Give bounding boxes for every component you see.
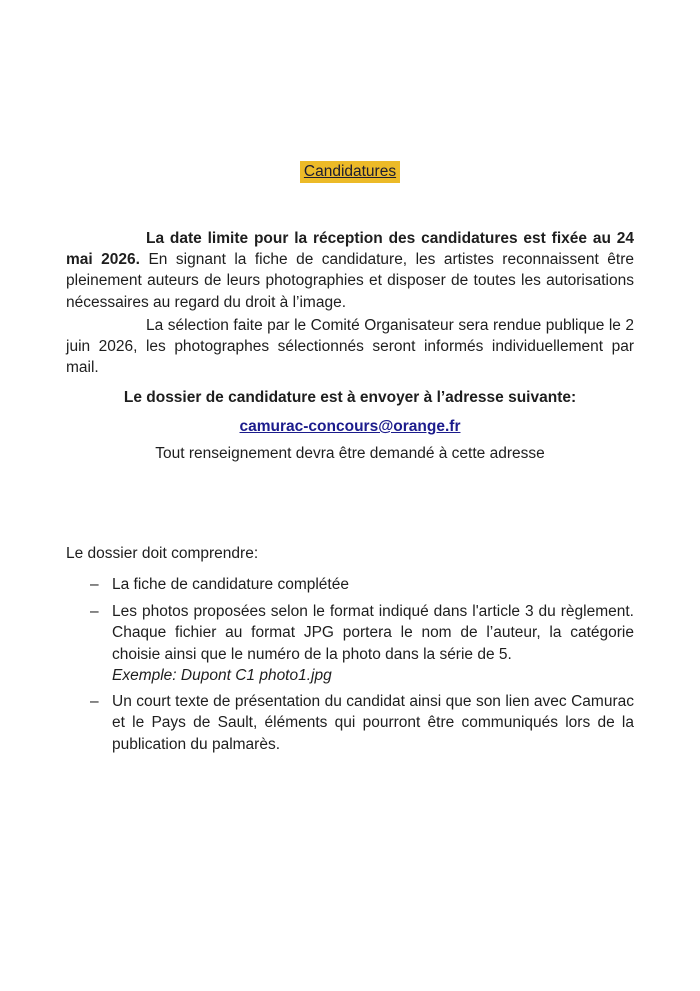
email-note: Tout renseignement devra être demandé à cette adresse [155,445,545,462]
filename-example: Exemple: Dupont C1 photo1.jpg [112,667,332,684]
bullet-dash: – [90,576,99,593]
list-item-text: Un court texte de présentation du candidat ainsi que son lien avec Camurac et le Pays de Sault, éléments qui pourront être communiqués lors de la publication du palmarès. [112,693,634,753]
list-item-photos [90,601,634,665]
list-item-presentation [90,691,634,755]
bullet-dash: – [90,603,99,620]
list-item-fiche [90,574,634,595]
list-item-text: La fiche de candidature complétée [112,576,349,593]
deadline-rest-text: En signant la fiche de candidature, les artistes reconnaissent être pleinement auteurs de leurs photographies et disposer de toutes les autorisations nécessaires au regard du droit à l’image. [66,250,634,311]
title-row [0,161,700,182]
email-row [0,416,700,437]
send-address-heading: Le dossier de candidature est à envoyer à l’adresse suivante: [123,389,577,406]
deadline-bold-text: La date limite pour la réception des candidatures est fixée au 24 mai 2026. [66,229,634,268]
email-link[interactable]: camurac-concours@orange.fr [239,418,461,435]
paragraph-deadline [66,228,634,314]
page-title: Candidatures [300,161,400,183]
paragraph-selection: La sélection faite par le Comité Organisateur sera rendue publique le 2 juin 2026, les photographes sélectionnés seront informés individuellement par mail. [66,316,634,377]
list-item-text: Les photos proposées selon le format indiqué dans l'article 3 du règlement. Chaque fichier au format JPG portera le nom de l’auteur, la catégorie choisie ainsi que le numéro de la photo dans la série de 5. [112,603,634,663]
dossier-heading: Le dossier doit comprendre: [66,545,259,562]
bullet-dash: – [90,693,99,710]
